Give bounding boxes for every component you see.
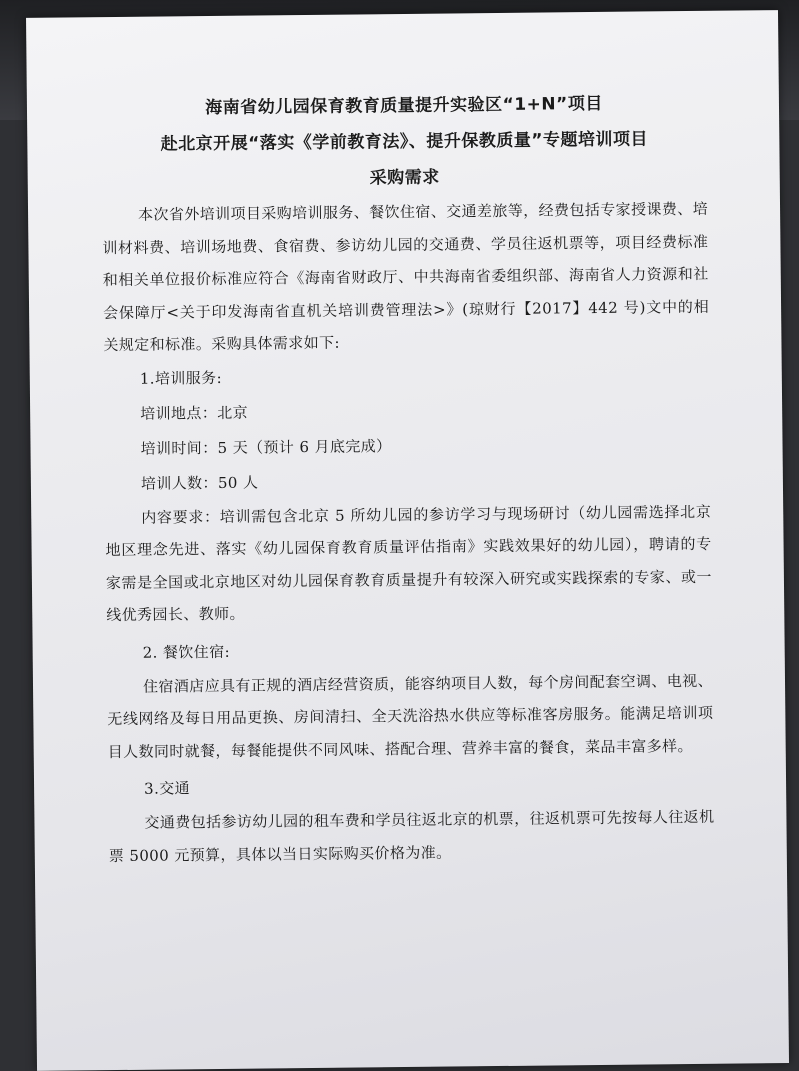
accommodation-paragraph: 住宿酒店应具有正规的酒店经营资质，能容纳项目人数，每个房间配套空调、电视、无线网络及每日用品更换、房间清扫、全天洗浴热水供应等标准客房服务。能满足培训项目人数同时就餐，每餐能提供不同风味、搭配合理、营养丰富的餐食，菜品丰富多样。 [107,671,714,761]
document-content [101,85,715,872]
training-location: 培训地点：北京 [140,403,249,423]
transport-paragraph: 交通费包括参访幼儿园的租车费和学员往返北京的机票，往返机票可先按每人往返机票 5000 元预算，具体以当日实际购买价格为准。 [108,807,715,865]
training-headcount: 培训人数：50 人 [140,473,259,493]
content-requirements: 内容要求：培训需包含北京 5 所幼儿园的参访学习与现场研讨（幼儿园需选择北京地区理念先进、落实《幼儿园保育教育质量评估指南》实践效果好的幼儿园），聘请的专家需是全国或北京地区对幼儿园保育教育质量提升有较深入研究或实践探索的专家、或一线优秀园长、教师。 [105,502,712,625]
document-page [26,10,789,1071]
section-1-heading: 1.培训服务: [139,368,223,388]
section-2-heading: 2. 餐饮住宿: [142,642,231,662]
title-line-3: 采购需求 [369,167,440,189]
training-duration: 培训时间：5 天（预计 6 月底完成） [140,436,392,458]
title-line-2: 赴北京开展“落实《学前教育法》、提升保教质量”专题培训项目 [160,129,649,155]
intro-paragraph: 本次省外培训项目采购培训服务、餐饮住宿、交通差旅等，经费包括专家授课费、培训材料费、培训场地费、食宿费、参访幼儿园的交通费、学员往返机票等，项目经费标准和相关单位报价标准应符合《海南省财政厅、中共海南省委组织部、海南省人力资源和社会保障厅<关于印发海南省直机关培训费管理法>》(琼财行【2017】442 号)文中的相关规定和标准。采购具体需求如下: [102,199,710,355]
section-3-heading: 3.交通 [144,779,191,798]
title-line-1: 海南省幼儿园保育教育质量提升实验区“1+N”项目 [205,93,603,119]
